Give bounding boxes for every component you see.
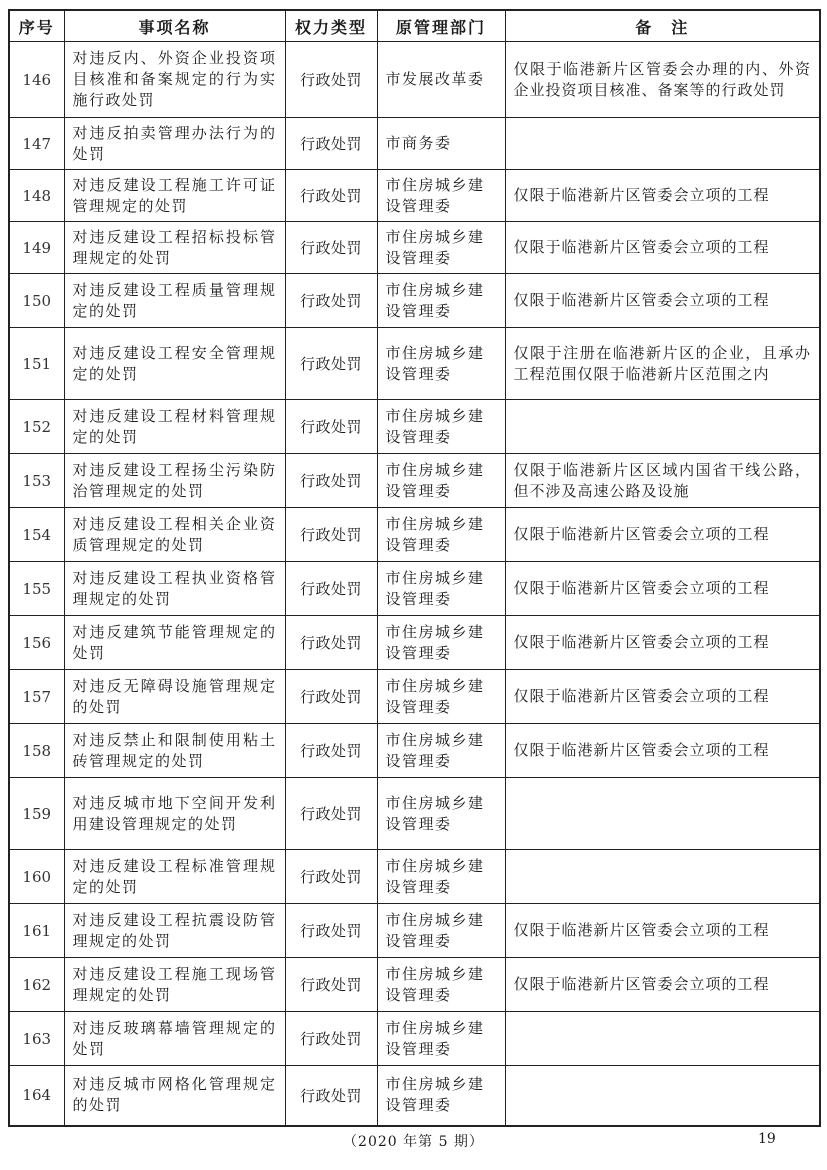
department: 市住房城乡建设管理委 [377, 904, 505, 958]
item-name: 对违反建设工程材料管理规定的处罚 [64, 400, 285, 454]
item-name: 对违反内、外资企业投资项目核准和备案规定的行为实施行政处罚 [64, 42, 285, 118]
power-type: 行政处罚 [285, 670, 377, 724]
table-row [9, 670, 820, 724]
remark: 仅限于临港新片区管委会立项的工程 [505, 562, 820, 616]
item-number: 162 [9, 958, 64, 1012]
table-row [9, 222, 820, 274]
table-row [9, 724, 820, 778]
department: 市发展改革委 [377, 42, 505, 118]
remark: 仅限于临港新片区管委会立项的工程 [505, 724, 820, 778]
power-type: 行政处罚 [285, 222, 377, 274]
department: 市商务委 [377, 118, 505, 170]
table-row [9, 42, 820, 118]
header-dept: 原管理部门 [377, 10, 505, 42]
table-row [9, 118, 820, 170]
item-name: 对违反建设工程施工许可证管理规定的处罚 [64, 170, 285, 222]
power-type: 行政处罚 [285, 170, 377, 222]
department: 市住房城乡建设管理委 [377, 850, 505, 904]
item-number: 160 [9, 850, 64, 904]
remark: 仅限于临港新片区管委会立项的工程 [505, 616, 820, 670]
department: 市住房城乡建设管理委 [377, 508, 505, 562]
remark: 仅限于临港新片区管委会立项的工程 [505, 508, 820, 562]
department: 市住房城乡建设管理委 [377, 400, 505, 454]
item-number: 155 [9, 562, 64, 616]
table-row [9, 454, 820, 508]
table-row [9, 1012, 820, 1066]
remark: 仅限于临港新片区管委会立项的工程 [505, 670, 820, 724]
item-name: 对违反建设工程执业资格管理规定的处罚 [64, 562, 285, 616]
power-type: 行政处罚 [285, 724, 377, 778]
power-type: 行政处罚 [285, 274, 377, 328]
item-number: 158 [9, 724, 64, 778]
department: 市住房城乡建设管理委 [377, 1066, 505, 1126]
item-number: 146 [9, 42, 64, 118]
power-type: 行政处罚 [285, 508, 377, 562]
remark [505, 850, 820, 904]
remark: 仅限于临港新片区管委会立项的工程 [505, 170, 820, 222]
power-type: 行政处罚 [285, 400, 377, 454]
item-number: 157 [9, 670, 64, 724]
item-name: 对违反建设工程相关企业资质管理规定的处罚 [64, 508, 285, 562]
table-row [9, 328, 820, 400]
remark [505, 400, 820, 454]
table-row [9, 616, 820, 670]
department: 市住房城乡建设管理委 [377, 1012, 505, 1066]
power-type: 行政处罚 [285, 616, 377, 670]
item-number: 149 [9, 222, 64, 274]
table-body [9, 42, 820, 1126]
item-number: 159 [9, 778, 64, 850]
remark [505, 1066, 820, 1126]
header-note: 备 注 [505, 10, 820, 42]
item-number: 164 [9, 1066, 64, 1126]
department: 市住房城乡建设管理委 [377, 328, 505, 400]
power-type: 行政处罚 [285, 850, 377, 904]
item-name: 对违反建筑节能管理规定的处罚 [64, 616, 285, 670]
items-table [8, 9, 821, 1127]
department: 市住房城乡建设管理委 [377, 274, 505, 328]
table-row [9, 850, 820, 904]
item-number: 153 [9, 454, 64, 508]
item-number: 151 [9, 328, 64, 400]
department: 市住房城乡建设管理委 [377, 724, 505, 778]
item-number: 147 [9, 118, 64, 170]
power-type: 行政处罚 [285, 1066, 377, 1126]
department: 市住房城乡建设管理委 [377, 454, 505, 508]
department: 市住房城乡建设管理委 [377, 958, 505, 1012]
remark: 仅限于临港新片区管委会立项的工程 [505, 958, 820, 1012]
item-name: 对违反建设工程安全管理规定的处罚 [64, 328, 285, 400]
power-type: 行政处罚 [285, 904, 377, 958]
header-row [9, 10, 820, 42]
page-number: 19 [758, 1131, 776, 1147]
remark [505, 1012, 820, 1066]
item-number: 152 [9, 400, 64, 454]
table-row [9, 170, 820, 222]
department: 市住房城乡建设管理委 [377, 222, 505, 274]
item-name: 对违反建设工程招标投标管理规定的处罚 [64, 222, 285, 274]
remark: 仅限于临港新片区管委会办理的内、外资企业投资项目核准、备案等的行政处罚 [505, 42, 820, 118]
header-num: 序号 [9, 10, 64, 42]
item-name: 对违反拍卖管理办法行为的处罚 [64, 118, 285, 170]
item-name: 对违反建设工程扬尘污染防治管理规定的处罚 [64, 454, 285, 508]
department: 市住房城乡建设管理委 [377, 670, 505, 724]
table-row [9, 1066, 820, 1126]
table-row [9, 562, 820, 616]
issue-label: （2020 年第 5 期） [343, 1134, 484, 1150]
department: 市住房城乡建设管理委 [377, 616, 505, 670]
department: 市住房城乡建设管理委 [377, 778, 505, 850]
power-type: 行政处罚 [285, 562, 377, 616]
department: 市住房城乡建设管理委 [377, 562, 505, 616]
item-number: 150 [9, 274, 64, 328]
table-row [9, 958, 820, 1012]
remark: 仅限于临港新片区管委会立项的工程 [505, 222, 820, 274]
item-number: 163 [9, 1012, 64, 1066]
table-row [9, 904, 820, 958]
remark: 仅限于临港新片区区域内国省干线公路，但不涉及高速公路及设施 [505, 454, 820, 508]
item-name: 对违反禁止和限制使用粘土砖管理规定的处罚 [64, 724, 285, 778]
remark: 仅限于临港新片区管委会立项的工程 [505, 904, 820, 958]
item-number: 154 [9, 508, 64, 562]
header-type: 权力类型 [285, 10, 377, 42]
remark [505, 118, 820, 170]
power-type: 行政处罚 [285, 1012, 377, 1066]
item-number: 148 [9, 170, 64, 222]
power-type: 行政处罚 [285, 454, 377, 508]
item-name: 对违反无障碍设施管理规定的处罚 [64, 670, 285, 724]
remark: 仅限于临港新片区管委会立项的工程 [505, 274, 820, 328]
table-row [9, 274, 820, 328]
header-name: 事项名称 [64, 10, 285, 42]
power-type: 行政处罚 [285, 958, 377, 1012]
item-name: 对违反建设工程抗震设防管理规定的处罚 [64, 904, 285, 958]
department: 市住房城乡建设管理委 [377, 170, 505, 222]
table-row [9, 400, 820, 454]
table-row [9, 508, 820, 562]
item-name: 对违反玻璃幕墙管理规定的处罚 [64, 1012, 285, 1066]
item-name: 对违反建设工程施工现场管理规定的处罚 [64, 958, 285, 1012]
power-type: 行政处罚 [285, 778, 377, 850]
remark: 仅限于注册在临港新片区的企业，且承办工程范围仅限于临港新片区范围之内 [505, 328, 820, 400]
remark [505, 778, 820, 850]
power-type: 行政处罚 [285, 42, 377, 118]
item-number: 161 [9, 904, 64, 958]
item-number: 156 [9, 616, 64, 670]
item-name: 对违反建设工程标准管理规定的处罚 [64, 850, 285, 904]
power-type: 行政处罚 [285, 328, 377, 400]
power-type: 行政处罚 [285, 118, 377, 170]
item-name: 对违反城市网格化管理规定的处罚 [64, 1066, 285, 1126]
item-name: 对违反城市地下空间开发利用建设管理规定的处罚 [64, 778, 285, 850]
table-row [9, 778, 820, 850]
item-name: 对违反建设工程质量管理规定的处罚 [64, 274, 285, 328]
